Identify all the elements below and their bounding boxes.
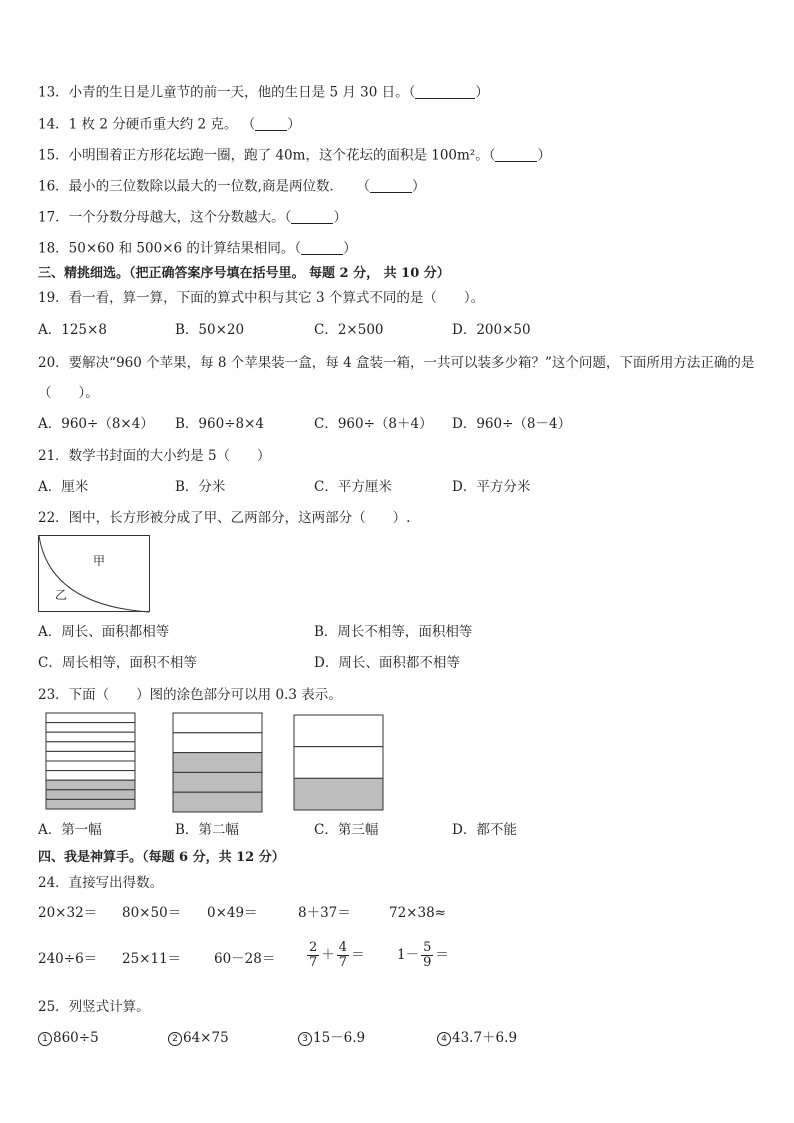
blank-strip: [46, 751, 135, 761]
fraction: $\frac{4}{7}$: [338, 940, 348, 971]
blank-strip: [46, 771, 135, 781]
calc-10-fractions: 1－ $\frac{5}{9}$ ＝: [397, 940, 449, 971]
answer-blank[interactable]: [495, 147, 537, 162]
answer-blank[interactable]: [291, 209, 333, 224]
shaded-strip: [46, 790, 135, 800]
calc-3: 0×49＝: [207, 905, 258, 921]
q23-option-d[interactable]: D．都不能: [452, 822, 517, 838]
question-20: 20．要解决“960 个苹果，每 8 个苹果装一盒，每 4 盒装一箱，一共可以装多少箱？”这个问题，下面所用方法正确的是: [38, 355, 755, 371]
shaded-strip: [173, 792, 262, 812]
question-23: 23．下面（ ）图的涂色部分可以用 0.3 表示。: [38, 687, 342, 703]
q22-option-c[interactable]: C．周长相等，面积不相等: [38, 655, 197, 671]
vertical-calc-4: 4 43.7＋6.9: [437, 1032, 517, 1046]
answer-blank[interactable]: [415, 84, 475, 99]
question-20-cont: （ ）。: [38, 385, 99, 401]
q21-option-a[interactable]: A．厘米: [38, 479, 89, 495]
rectangle-figure: [38, 535, 151, 613]
shaded-strip: [46, 799, 135, 809]
q23-option-c[interactable]: C．第三幅: [314, 822, 379, 838]
label-jia: 甲: [93, 554, 106, 568]
fraction: $\frac{2}{7}$: [309, 940, 318, 971]
q19-option-b[interactable]: B．50×20: [175, 322, 245, 338]
vertical-calc-1: 1 860÷5: [38, 1032, 99, 1046]
section-3-heading: 三、精挑细选。（把正确答案序号填在括号里。 每题 2 分， 共 10 分）: [38, 266, 450, 281]
q23-option-b[interactable]: B．第二幅: [175, 822, 239, 838]
shaded-strip: [173, 772, 262, 792]
blank-strip: [294, 715, 383, 747]
calc-7: 25×11＝: [122, 951, 182, 967]
q19-option-d[interactable]: D．200×50: [452, 322, 531, 338]
calc-6: 240÷6＝: [38, 951, 98, 967]
calc-4: 8＋37＝: [298, 905, 351, 921]
q20-option-c[interactable]: C．960÷（8＋4）: [314, 416, 433, 432]
question-15: 15．小明围着正方形花坛跑一圈，跑了 40m，这个花坛的面积是 100m²。（ ）: [38, 147, 551, 164]
blank-strip: [173, 713, 262, 733]
q20-option-d[interactable]: D．960÷（8－4）: [452, 416, 572, 432]
blank-strip: [46, 761, 135, 771]
question-16: 16．最小的三位数除以最大的一位数,商是两位数． （ ）: [38, 178, 426, 195]
q20-option-a[interactable]: A．960÷（8×4）: [38, 416, 154, 432]
calc-5: 72×38≈: [389, 905, 446, 921]
vertical-calc-3: 3 15－6.9: [298, 1032, 365, 1046]
vertical-calc-2: 2 64×75: [168, 1032, 229, 1046]
blank-strip: [173, 733, 262, 753]
q22-option-d[interactable]: D．周长、面积都不相等: [314, 655, 460, 671]
question-25: 25．列竖式计算。: [38, 999, 150, 1015]
calc-9-fractions: $\frac{2}{7}$ ＋ $\frac{4}{7}$ ＝: [309, 940, 365, 971]
figure-one: [45, 712, 136, 810]
answer-blank[interactable]: [301, 240, 343, 255]
fraction: $\frac{5}{9}$: [423, 940, 432, 971]
q22-option-a[interactable]: A．周长、面积都相等: [38, 624, 170, 640]
answer-blank[interactable]: [255, 116, 287, 131]
q20-option-b[interactable]: B．960÷8×4: [175, 416, 264, 432]
q21-option-d[interactable]: D．平方分米: [452, 479, 531, 495]
section-4-heading: 四、我是神算手。（每题 6 分，共 12 分）: [38, 850, 285, 865]
question-17: 17．一个分数分母越大，这个分数越大。（ ）: [38, 209, 347, 226]
question-13: 13．小青的生日是儿童节的前一天，他的生日是 5 月 30 日。（ ）: [38, 84, 489, 101]
q19-option-c[interactable]: C．2×500: [314, 322, 384, 338]
question-21: 21．数学书封面的大小约是 5（ ）: [38, 448, 271, 464]
figure-two: [172, 712, 263, 813]
q21-option-c[interactable]: C．平方厘米: [314, 479, 392, 495]
question-22: 22．图中，长方形被分成了甲、乙两部分，这两部分（ ）.: [38, 510, 411, 526]
calc-1: 20×32＝: [38, 905, 98, 921]
q23-option-a[interactable]: A．第一幅: [38, 822, 102, 838]
blank-strip: [46, 742, 135, 752]
q22-option-b[interactable]: B．周长不相等，面积相等: [314, 624, 473, 640]
blank-strip: [46, 713, 135, 723]
shaded-strip: [173, 753, 262, 773]
blank-strip: [294, 747, 383, 779]
blank-strip: [46, 723, 135, 733]
figure-three: [293, 714, 384, 811]
label-yi: 乙: [55, 588, 68, 602]
answer-blank[interactable]: [370, 178, 412, 193]
calc-8: 60－28＝: [214, 951, 276, 967]
q21-option-b[interactable]: B．分米: [175, 479, 226, 495]
shaded-strip: [46, 780, 135, 790]
question-19: 19．看一看，算一算，下面的算式中积与其它 3 个算式不同的是（ ）。: [38, 290, 485, 306]
question-24: 24．直接写出得数。: [38, 875, 164, 891]
q19-option-a[interactable]: A．125×8: [38, 322, 107, 338]
blank-strip: [46, 732, 135, 742]
question-14: 14．1 枚 2 分硬币重大约 2 克。 （ ）: [38, 116, 301, 133]
shaded-strip: [294, 778, 383, 810]
calc-2: 80×50＝: [122, 905, 182, 921]
question-18: 18．50×60 和 500×6 的计算结果相同。（ ）: [38, 240, 357, 257]
